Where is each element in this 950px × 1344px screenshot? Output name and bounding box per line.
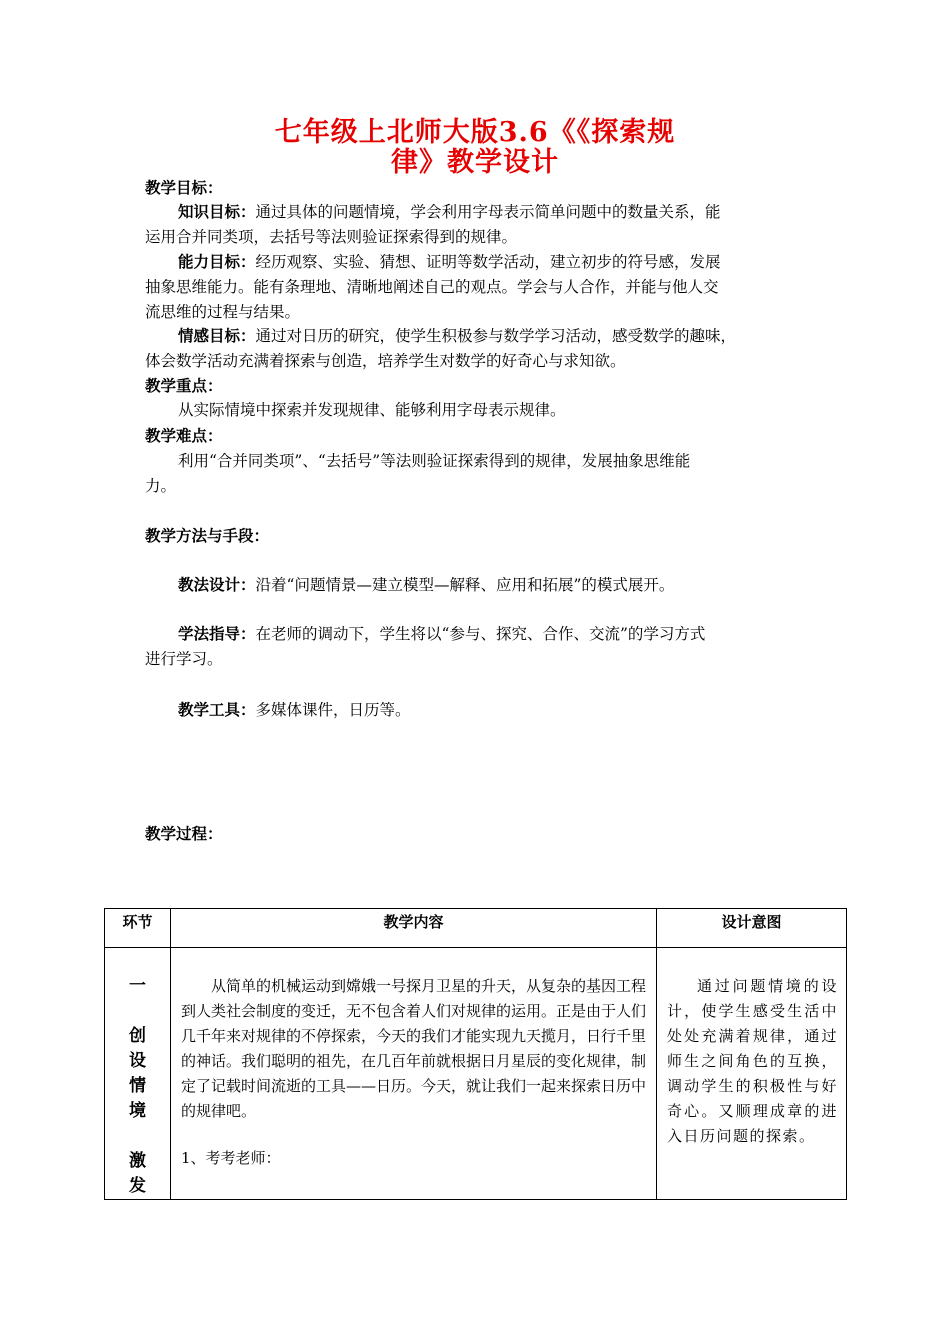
teaching-tools-label: 教学工具： <box>178 701 256 719</box>
content-cell <box>171 948 657 1200</box>
intent-text: 通过问题情境的设计，使学生感受生活中处处充满着规律，通过师生之间角色的互换，调动学生的积极性与好奇心。又顺理成章的进入日历问题的探索。 <box>667 977 838 1145</box>
header-content: 教学内容 <box>171 909 657 948</box>
stage-char: 一 <box>129 976 146 996</box>
header-stage: 环节 <box>105 909 171 948</box>
knowledge-text-1: 通过具体的问题情境，学会利用字母表示简单问题中的数量关系，能 <box>255 203 721 221</box>
difficulty-heading: 教学难点： <box>145 427 223 445</box>
teaching-tools-text: 多媒体课件，日历等。 <box>255 701 411 719</box>
teaching-method-label: 教法设计： <box>178 576 256 594</box>
learning-guide-line1 <box>178 622 828 647</box>
stage-char: 设 <box>129 1051 146 1071</box>
emotion-label: 情感目标： <box>178 327 256 345</box>
knowledge-objective-line1 <box>178 200 828 225</box>
difficulty-text-line2: 力。 <box>145 477 177 495</box>
intent-cell <box>657 948 847 1200</box>
stage-char: 激 <box>129 1151 146 1171</box>
stage-char: 发 <box>129 1176 146 1196</box>
header-intent: 设计意图 <box>657 909 847 948</box>
ability-objective-line2: 抽象思维能力。能有条理地、清晰地阐述自己的观点。学会与人合作，并能与他人交 <box>145 278 719 296</box>
stage-char: 境 <box>129 1101 146 1121</box>
learning-guide-text-1: 在老师的调动下，学生将以“参与、探究、合作、交流”的学习方式 <box>255 625 706 643</box>
stage-char: 创 <box>129 1026 146 1046</box>
content-item: 1、考考老师： <box>181 1149 281 1167</box>
key-point-text: 从实际情境中探索并发现规律、能够利用字母表示规律。 <box>178 401 566 419</box>
knowledge-label: 知识目标： <box>178 203 256 221</box>
emotion-text-1: 通过对日历的研究，使学生积极参与数学学习活动，感受数学的趣味， <box>255 327 737 345</box>
document-title <box>130 118 820 178</box>
key-point-heading: 教学重点： <box>145 377 223 395</box>
teaching-method-line <box>178 573 828 598</box>
ability-label: 能力目标： <box>178 253 256 271</box>
teaching-method-text: 沿着“问题情景—建立模型—解释、应用和拓展”的模式展开。 <box>255 576 675 594</box>
objectives-heading: 教学目标： <box>145 179 223 197</box>
ability-objective-line3: 流思维的过程与结果。 <box>145 303 301 321</box>
emotion-objective-line1 <box>178 324 828 349</box>
stage-cell <box>105 948 171 1200</box>
ability-objective-line1 <box>178 250 828 275</box>
emotion-objective-line2: 体会数学活动充满着探索与创造，培养学生对数学的好奇心与求知欲。 <box>145 352 626 370</box>
knowledge-objective-line2: 运用合并同类项，去括号等法则验证探索得到的规律。 <box>145 228 518 246</box>
title-line-1: 七年级上北师大版3.6《《探索规 <box>274 117 676 148</box>
content-paragraph: 从简单的机械运动到嫦娥一号探月卫星的升天，从复杂的基因工程到人类社会制度的变迁，无不包含着人们对规律的运用。正是由于人们几千年来对规律的不停探索，今天的我们才能实现九天揽月，日行千里的神话。我们聪明的祖先，在几百年前就根据日月星辰的变化规律，制定了记载时间流逝的工具——日历。今天，就让我们一起来探索日历中的规律吧。 <box>181 977 647 1120</box>
stage-char: 情 <box>129 1076 146 1096</box>
table-row <box>105 948 847 1200</box>
ability-text-1: 经历观察、实验、猜想、证明等数学活动，建立初步的符号感，发展 <box>255 253 721 271</box>
learning-guide-line2: 进行学习。 <box>145 650 223 668</box>
title-line-2: 律》教学设计 <box>391 147 559 178</box>
process-heading: 教学过程： <box>145 825 223 843</box>
difficulty-text-line1: 利用“合并同类项”、“去括号”等法则验证探索得到的规律，发展抽象思维能 <box>178 452 691 470</box>
learning-guide-label: 学法指导： <box>178 625 256 643</box>
table-header-row <box>105 909 847 948</box>
process-table <box>104 908 847 1200</box>
methods-heading: 教学方法与手段： <box>145 527 270 545</box>
teaching-tools-line <box>178 698 828 723</box>
